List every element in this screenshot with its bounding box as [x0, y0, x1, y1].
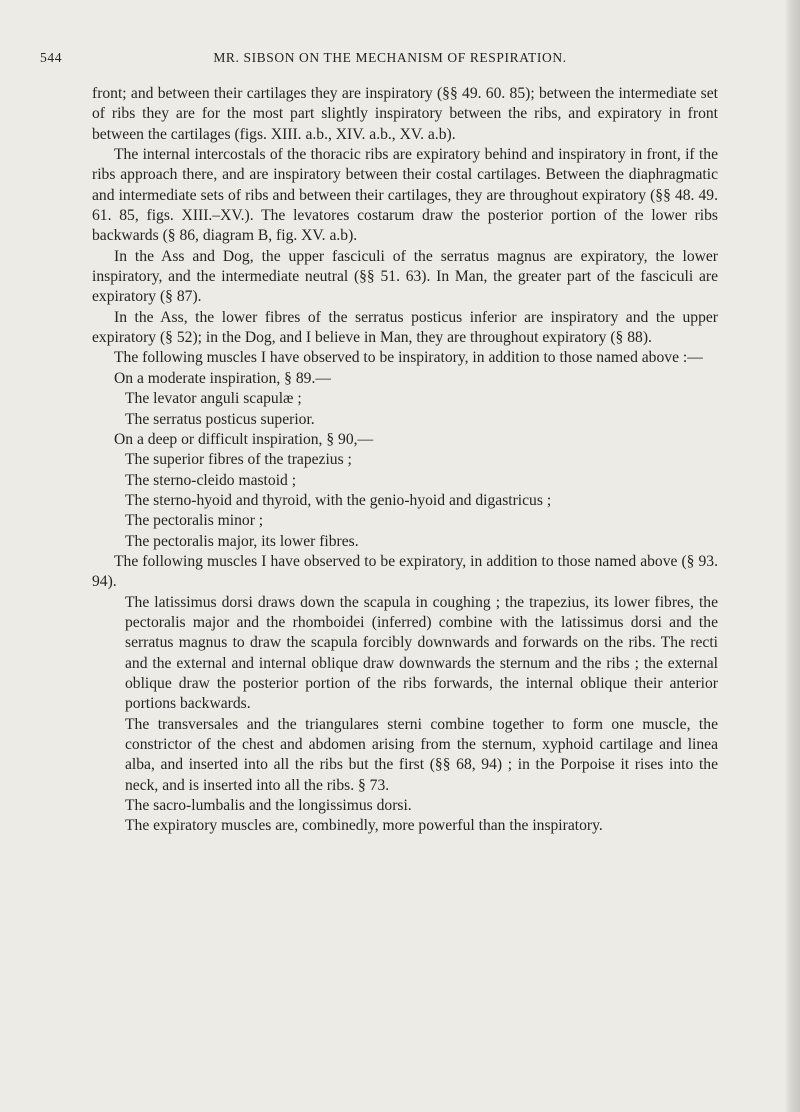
heading-deep-inspiration: On a deep or difficult inspiration, § 90,— — [114, 430, 374, 448]
running-head — [40, 50, 740, 70]
list-item: The sterno-cleido mastoid ; — [125, 471, 297, 489]
body-text — [92, 84, 718, 837]
paragraph-serratus-magnus: In the Ass and Dog, the upper fasciculi of the serratus magnus are expiratory, the lower inspiratory, and the intermediate neutral (§§ 51. 63). In Man, the greater part of the fasciculi are expiratory (§ 87). — [92, 247, 718, 306]
running-title: MR. SIBSON ON THE MECHANISM OF RESPIRATION. — [213, 50, 567, 65]
paragraph-expiratory-intro: The following muscles I have observed to be expiratory, in addition to those named above (§ 93. 94). — [92, 552, 718, 591]
paragraph-serratus-posticus: In the Ass, the lower fibres of the serratus posticus inferior are inspiratory and the upper expiratory (§ 52); in the Dog, and I believe in Man, they are throughout expiratory (§ 88). — [92, 308, 718, 347]
list-item: The pectoralis minor ; — [125, 512, 264, 530]
heading-moderate-inspiration: On a moderate inspiration, § 89.— — [114, 369, 331, 387]
page-edge-shadow — [786, 0, 800, 1112]
paragraph-conclusion: The expiratory muscles are, combinedly, more powerful than the inspiratory. — [125, 817, 603, 835]
paragraph-intercostals-continued: front; and between their cartilages they are inspiratory (§§ 49. 60. 85); between the intermediate set of ribs they are for the most part slightly inspiratory between the ribs, and expiratory in front between the cartilages (figs. XIII. a.b., XIV. a.b., XV. a.b). — [92, 85, 718, 143]
page-number: 544 — [40, 50, 63, 65]
list-item: The pectoralis major, its lower fibres. — [125, 532, 359, 550]
list-item: The superior fibres of the trapezius ; — [125, 451, 352, 469]
paragraph-sacro-lumbalis: The sacro-lumbalis and the longissimus dorsi. — [125, 797, 412, 815]
paragraph-latissimus-dorsi: The latissimus dorsi draws down the scapula in coughing ; the trapezius, its lower fibres, the pectoralis major and the rhomboidei (inferred) combine with the latissimus dorsi and the serratus magnus to draw the scapula forcibly downwards and forwards on the ribs. The recti and the external and internal oblique draw downwards the sternum and the ribs ; the external oblique draw the posterior portion of the ribs forwards, the internal oblique their anterior portions backwards. — [125, 593, 718, 713]
paragraph-internal-intercostals: The internal intercostals of the thoracic ribs are expiratory behind and inspiratory in front, if the ribs approach there, and are inspiratory between their costal cartilages. Between the diaphragmatic and intermediate sets of ribs and between their cartilages, they are throughout expiratory (§§ 48. 49. 61. 85, figs. XIII.–XV.). The levatores costarum draw the posterior portion of the lower ribs backwards (§ 86, diagram B, fig. XV. a.b). — [92, 146, 718, 245]
paragraph-transversales: The transversales and the triangulares sterni combine together to form one muscle, the constrictor of the chest and abdomen arising from the sternum, xyphoid cartilage and linea alba, and inserted into all the ribs but the first (§§ 68, 94) ; in the Porpoise it rises into the neck, and is inserted into all the ribs. § 73. — [125, 715, 718, 794]
list-item: The levator anguli scapulæ ; — [125, 390, 302, 408]
paragraph-inspiratory-intro: The following muscles I have observed to be inspiratory, in addition to those named above :— — [114, 349, 703, 367]
list-item: The sterno-hyoid and thyroid, with the genio-hyoid and digastricus ; — [125, 491, 552, 509]
list-item: The serratus posticus superior. — [125, 410, 315, 428]
